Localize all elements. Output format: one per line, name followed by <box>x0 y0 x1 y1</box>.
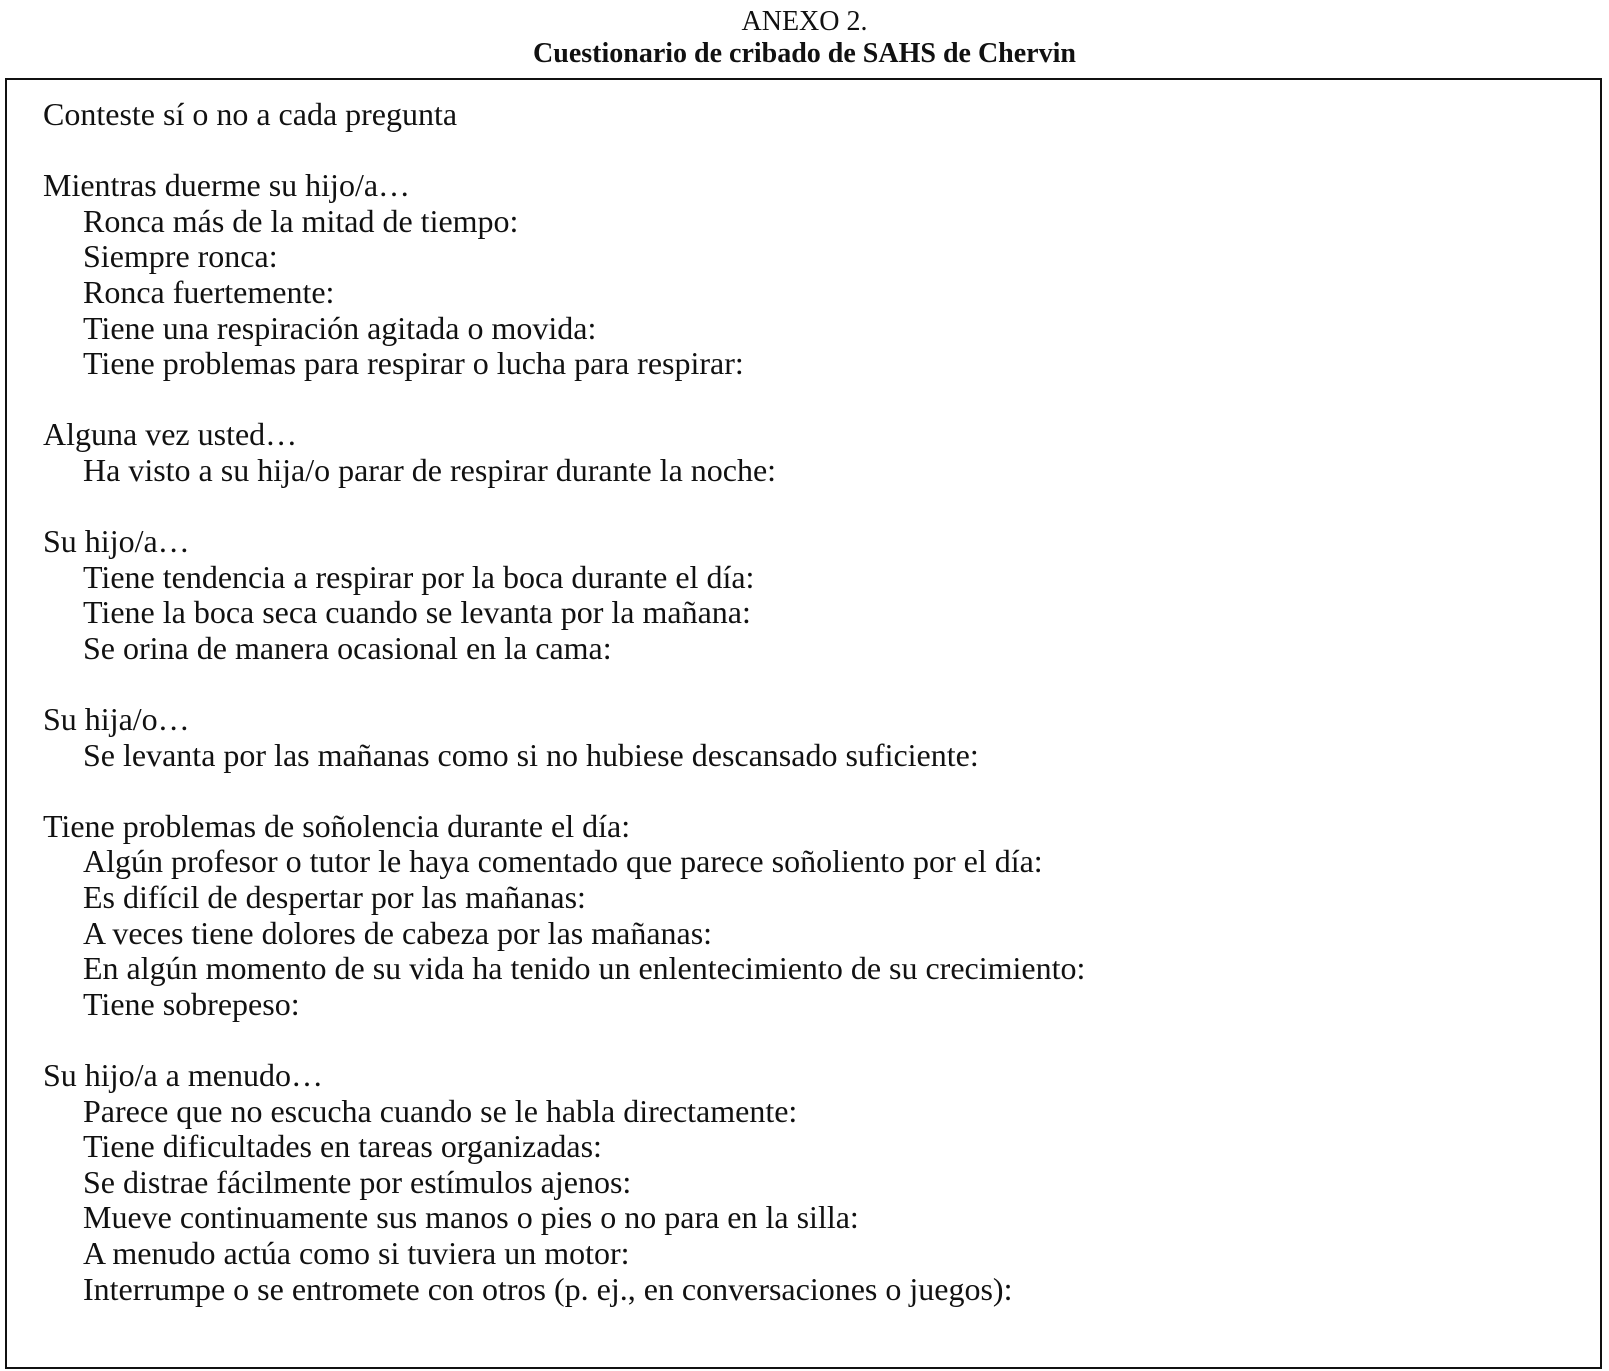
section-child-morning <box>43 702 1564 773</box>
question-item: A menudo actúa como si tuviera un motor: <box>83 1235 630 1271</box>
questionnaire-content <box>43 97 1564 1343</box>
question-item: Ronca más de la mitad de tiempo: <box>83 202 519 239</box>
annex-label: ANEXO 2. <box>741 6 868 37</box>
question-item: Siempre ronca: <box>83 238 278 275</box>
section-child-breathing <box>43 524 1564 666</box>
instruction-text: Conteste sí o no a cada pregunta <box>43 96 458 132</box>
section-heading: Mientras duerme su hijo/a… <box>43 167 411 204</box>
question-item: Interrumpe o se entromete con otros (p. ej., en conversaciones o juegos): <box>83 1270 1013 1307</box>
section-heading: Su hijo/a a menudo… <box>43 1057 323 1094</box>
question-item: Tiene tendencia a respirar por la boca durante el día: <box>83 558 755 595</box>
section-behavior <box>43 1058 1564 1307</box>
question-item: Tiene dificultades en tareas organizadas: <box>83 1128 602 1165</box>
section-heading: Tiene problemas de soñolencia durante el día: <box>43 807 631 844</box>
question-item: Es difícil de despertar por las mañanas: <box>83 879 586 916</box>
section-heading: Su hijo/a… <box>43 523 190 560</box>
question-item: Algún profesor o tutor le haya comentado que parece soñoliento por el día: <box>83 843 1043 880</box>
question-item: Se levanta por las mañanas como si no hubiese descansado suficiente: <box>83 736 979 773</box>
question-item: A veces tiene dolores de cabeza por las mañanas: <box>83 914 713 951</box>
questionnaire-title: Cuestionario de cribado de SAHS de Chervin <box>533 38 1076 69</box>
question-item: Mueve continuamente sus manos o pies o no para en la silla: <box>83 1199 859 1236</box>
question-item: Ha visto a su hija/o parar de respirar durante la noche: <box>83 451 777 488</box>
question-item: Tiene sobrepeso: <box>83 985 300 1022</box>
question-item: Se distrae fácilmente por estímulos ajenos: <box>83 1163 632 1200</box>
section-while-sleeping <box>43 168 1564 382</box>
section-daytime-sleepiness <box>43 809 1564 1023</box>
question-item: Ronca fuertemente: <box>83 273 335 310</box>
section-heading: Su hija/o… <box>43 701 190 738</box>
question-item: Se orina de manera ocasional en la cama: <box>83 629 612 666</box>
questionnaire-box <box>5 78 1602 1369</box>
section-heading: Alguna vez usted… <box>43 416 298 453</box>
section-ever-observed <box>43 417 1564 488</box>
question-item: Parece que no escucha cuando se le habla directamente: <box>83 1092 798 1129</box>
question-item: Tiene problemas para respirar o lucha para respirar: <box>83 345 744 382</box>
question-item: Tiene la boca seca cuando se levanta por la mañana: <box>83 594 751 631</box>
question-item: Tiene una respiración agitada o movida: <box>83 309 597 346</box>
question-item: En algún momento de su vida ha tenido un enlentecimiento de su crecimiento: <box>83 950 1086 987</box>
annex-header <box>0 6 1609 70</box>
